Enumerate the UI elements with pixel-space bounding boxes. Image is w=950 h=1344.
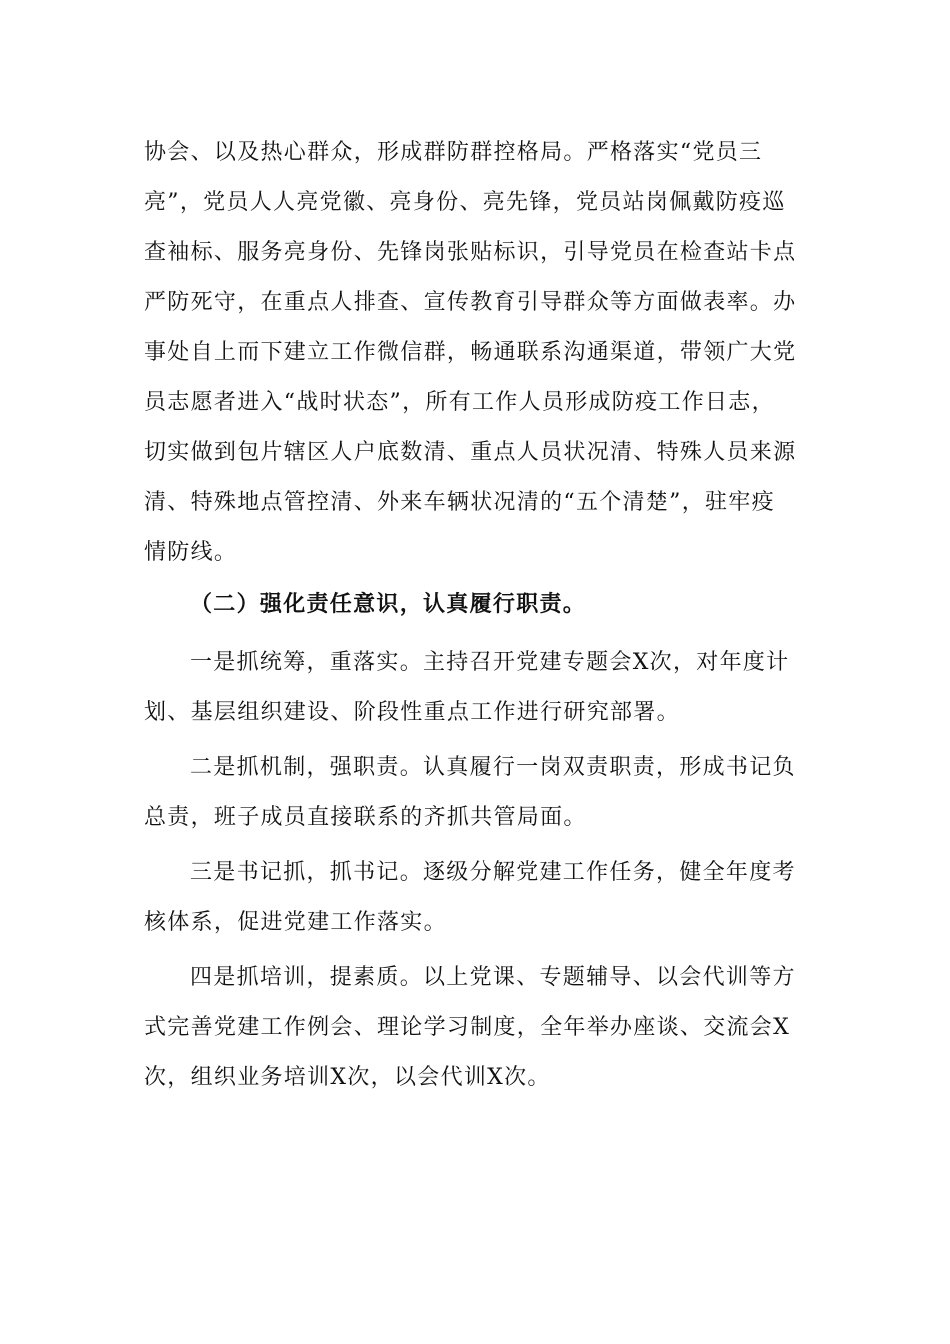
item-line: 二是抓机制，强职责。认真履行一岗双责职责，形成书记负: [190, 755, 796, 780]
item-paragraph-2: [144, 743, 804, 843]
paragraph-line: 亮”，党员人人亮党徽、亮身份、亮先锋，党员站岗佩戴防疫巡: [144, 190, 786, 215]
item-line: 式完善党建工作例会、理论学习制度，全年举办座谈、交流会X: [144, 1015, 791, 1040]
item-line: 划、基层组织建设、阶段性重点工作进行研究部署。: [144, 700, 680, 725]
item-paragraph-4: [144, 953, 804, 1103]
paragraph-line: 切实做到包片辖区人户底数清、重点人员状况清、特殊人员来源: [144, 440, 797, 465]
paragraph-line: 员志愿者进入“战时状态”，所有工作人员形成防疫工作日志，: [144, 390, 775, 415]
item-line: 总责，班子成员直接联系的齐抓共管局面。: [144, 805, 587, 830]
paragraph-line: 严防死守，在重点人排查、宣传教育引导群众等方面做表率。办: [144, 290, 797, 315]
item-line: 三是书记抓，抓书记。逐级分解党建工作任务，健全年度考: [190, 860, 796, 885]
item-line: 一是抓统筹，重落实。主持召开党建专题会X次，对年度计: [190, 650, 790, 675]
item-line: 四是抓培训，提素质。以上党课、专题辅导、以会代训等方: [190, 965, 796, 990]
paragraph-line: 协会、以及热心群众，形成群防群控格局。严格落实“党员三: [144, 140, 763, 165]
paragraph-line: 查袖标、服务亮身份、先锋岗张贴标识，引导党员在检查站卡点: [144, 240, 797, 265]
section-heading: （二）强化责任意识，认真履行职责。: [190, 591, 587, 617]
paragraph-continuation: [144, 128, 804, 578]
item-line: 次，组织业务培训X次，以会代训X次。: [144, 1065, 551, 1090]
item-paragraph-3: [144, 848, 804, 948]
paragraph-line: 情防线。: [144, 540, 238, 565]
section-heading-block: [144, 579, 804, 629]
paragraph-line: 事处自上而下建立工作微信群，畅通联系沟通渠道，带领广大党: [144, 340, 797, 365]
paragraph-line: 清、特殊地点管控清、外来车辆状况清的“五个清楚”，驻牢疫: [144, 490, 775, 515]
item-paragraph-1: [144, 638, 804, 738]
item-line: 核体系，促进党建工作落实。: [144, 910, 447, 935]
